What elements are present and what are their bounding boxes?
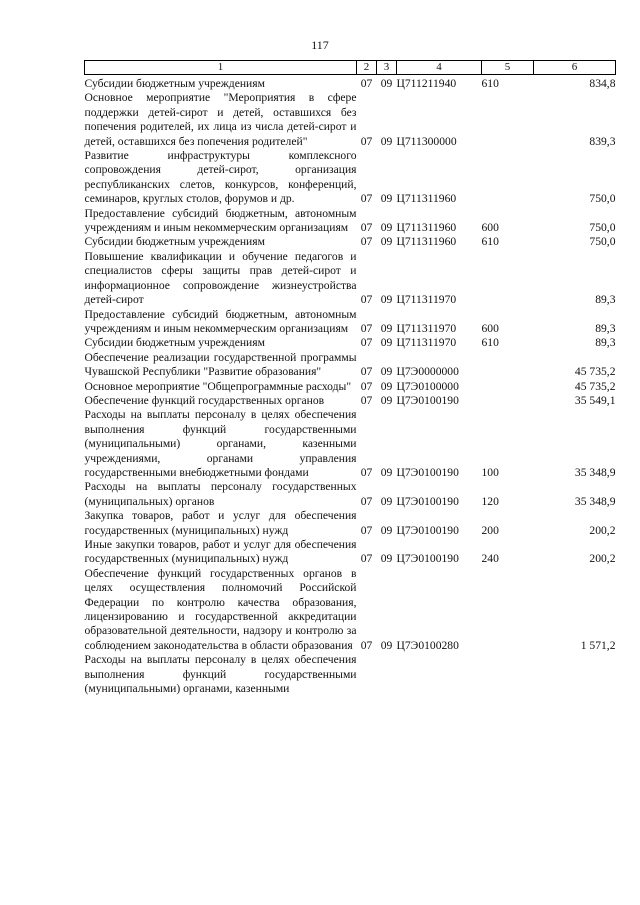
row-amount: 35 348,9 (574, 465, 616, 479)
row-description: Закупка товаров, работ и услуг для обеспечения государственных (муниципальных) нужд (84, 509, 357, 537)
table-row (85, 394, 616, 408)
row-expense-type: 240 (481, 552, 499, 566)
table-row (85, 91, 616, 149)
row-target-article: Ц711311970 (396, 336, 457, 350)
row-section-code: 07 (360, 393, 373, 407)
row-section-code (357, 653, 377, 696)
row-section-code: 07 (360, 494, 373, 508)
row-amount: 200,2 (589, 552, 616, 566)
table-row (85, 408, 616, 480)
row-subsection-code: 09 (380, 523, 393, 537)
row-expense-type: 120 (481, 494, 499, 508)
row-amount: 89,3 (595, 293, 616, 307)
row-subsection-code: 09 (380, 293, 393, 307)
row-target-article: Ц711311970 (396, 321, 457, 335)
row-section-code: 07 (360, 638, 373, 652)
row-description: Предоставление субсидий бюджетным, автономным учреждениям и иным некоммерческим организациям (84, 307, 357, 335)
row-expense-type: 610 (481, 336, 499, 350)
row-target-article: Ц711211940 (396, 77, 457, 90)
table-row (85, 308, 616, 337)
table-row (85, 538, 616, 567)
row-subsection-code: 09 (380, 77, 393, 90)
row-description: Предоставление субсидий бюджетным, автономным учреждениям и иным некоммерческим организациям (84, 206, 357, 235)
row-amount: 35 549,1 (574, 393, 616, 407)
row-target-article: Ц7Э0000000 (396, 365, 459, 379)
row-expense-type (482, 250, 534, 308)
row-description: Основное мероприятие "Общепрограммные расходы" (84, 379, 352, 393)
row-description: Основное мероприятие "Мероприятия в сфере поддержки детей-сирот и детей, оставшихся без попечения родителей, их лица из числа детей-сирот и детей, оставшихся без попечения родителей" (84, 91, 357, 148)
table-row (85, 336, 616, 350)
row-amount: 834,8 (589, 77, 616, 90)
column-header: 1 (85, 61, 357, 75)
row-section-code: 07 (360, 336, 373, 350)
table-body (85, 75, 616, 697)
table-row (85, 653, 616, 696)
row-amount (534, 653, 616, 696)
row-description: Обеспечение функций государственных органов в целях осуществления полномочий Российской Федерации по контролю качества образования, лицензированию и государственной аккредитации образовательной деятельности, надзору и контролю за соблюдением законодательства в области образования (84, 566, 357, 652)
row-description: Расходы на выплаты персоналу в целях обеспечения выполнения функций государственными (муниципальными) органами, казенными учреждениями, органами управления государственными внебюджетными фондами (84, 408, 357, 479)
row-amount: 89,3 (595, 321, 616, 335)
table-row (85, 509, 616, 538)
table-row (85, 351, 616, 380)
row-subsection-code: 09 (380, 379, 393, 393)
row-expense-type: 600 (481, 321, 499, 335)
column-header: 3 (377, 61, 397, 75)
column-header: 4 (397, 61, 482, 75)
row-description: Обеспечение функций государственных органов (84, 393, 325, 407)
row-description: Обеспечение реализации государственной программы Чувашской Республики "Развитие образования" (84, 350, 357, 379)
row-amount: 750,0 (589, 235, 616, 249)
table-row (85, 75, 616, 92)
row-subsection-code: 09 (380, 393, 393, 407)
row-subsection-code: 09 (380, 221, 393, 235)
row-amount: 750,0 (589, 192, 616, 206)
row-section-code: 07 (360, 465, 373, 479)
column-header: 5 (482, 61, 534, 75)
row-section-code: 07 (360, 379, 373, 393)
row-section-code: 07 (360, 221, 373, 235)
row-description: Субсидии бюджетным учреждениям (84, 336, 265, 350)
row-target-article: Ц7Э0100190 (396, 552, 459, 566)
row-subsection-code: 09 (380, 134, 393, 148)
row-section-code: 07 (360, 77, 373, 90)
row-amount: 45 735,2 (574, 365, 616, 379)
row-amount: 1 571,2 (580, 638, 616, 652)
row-description: Повышение квалификации и обучение педагогов и специалистов сферы защиты прав детей-сирот и информационное сопровождение жизнеустройства детей-сирот (84, 249, 357, 307)
row-subsection-code: 09 (380, 365, 393, 379)
row-expense-type (482, 91, 534, 149)
column-header: 2 (357, 61, 377, 75)
row-description: Расходы на выплаты персоналу в целях обеспечения выполнения функций государственными (муниципальными) органами, казенными (84, 653, 357, 696)
table-header (85, 61, 616, 75)
table-row (85, 207, 616, 236)
row-amount: 750,0 (589, 221, 616, 235)
table-row (85, 567, 616, 653)
table-row (85, 380, 616, 394)
row-subsection-code: 09 (380, 235, 393, 249)
row-description: Расходы на выплаты персоналу государственных (муниципальных) органов (84, 480, 357, 508)
row-target-article: Ц7Э0100190 (396, 494, 459, 508)
table-row (85, 149, 616, 207)
row-description: Субсидии бюджетным учреждениям (84, 235, 265, 249)
row-expense-type: 600 (481, 221, 499, 235)
row-target-article: Ц711311960 (396, 221, 457, 235)
row-section-code: 07 (360, 134, 373, 148)
row-target-article: Ц711311960 (396, 192, 457, 206)
row-amount: 839,3 (589, 134, 616, 148)
column-header: 6 (534, 61, 616, 75)
row-target-article: Ц7Э0100000 (396, 379, 459, 393)
row-section-code: 07 (360, 365, 373, 379)
row-subsection-code: 09 (380, 552, 393, 566)
row-expense-type (482, 653, 534, 696)
row-target-article (397, 653, 482, 696)
row-subsection-code: 09 (380, 638, 393, 652)
table-row (85, 250, 616, 308)
row-expense-type: 100 (481, 465, 499, 479)
row-amount: 200,2 (589, 523, 616, 537)
row-section-code: 07 (360, 523, 373, 537)
row-target-article: Ц711311970 (396, 293, 457, 307)
row-expense-type (482, 351, 534, 380)
row-expense-type: 200 (481, 523, 499, 537)
row-amount: 35 348,9 (574, 494, 616, 508)
row-description: Субсидии бюджетным учреждениям (84, 77, 265, 90)
row-subsection-code: 09 (380, 465, 393, 479)
row-amount: 89,3 (595, 336, 616, 350)
row-expense-type: 610 (481, 77, 499, 90)
row-target-article: Ц711300000 (396, 134, 457, 148)
row-target-article: Ц711311960 (396, 235, 457, 249)
row-target-article: Ц7Э0100190 (396, 393, 459, 407)
page-number: 117 (311, 38, 329, 52)
row-subsection-code: 09 (380, 321, 393, 335)
row-description: Развитие инфраструктуры комплексного сопровождения детей-сирот, организация республиканских слетов, конкурсов, конференций, семинаров, круглых столов, форумов и др. (84, 149, 357, 206)
row-subsection-code: 09 (380, 192, 393, 206)
row-target-article: Ц7Э0100190 (396, 465, 459, 479)
budget-table (84, 60, 616, 696)
row-description: Иные закупки товаров, работ и услуг для обеспечения государственных (муниципальных) нужд (84, 538, 357, 566)
row-section-code: 07 (360, 293, 373, 307)
row-subsection-code: 09 (380, 336, 393, 350)
row-expense-type: 610 (481, 235, 499, 249)
row-target-article: Ц7Э0100280 (396, 638, 459, 652)
row-subsection-code (377, 653, 397, 696)
table-row (85, 235, 616, 249)
row-amount: 45 735,2 (574, 379, 616, 393)
row-expense-type (482, 394, 534, 408)
row-target-article: Ц7Э0100190 (396, 523, 459, 537)
row-section-code: 07 (360, 235, 373, 249)
row-expense-type (482, 567, 534, 653)
row-expense-type (482, 380, 534, 394)
row-section-code: 07 (360, 192, 373, 206)
row-section-code: 07 (360, 321, 373, 335)
row-subsection-code: 09 (380, 494, 393, 508)
table-row (85, 480, 616, 509)
row-expense-type (482, 149, 534, 207)
row-section-code: 07 (360, 552, 373, 566)
